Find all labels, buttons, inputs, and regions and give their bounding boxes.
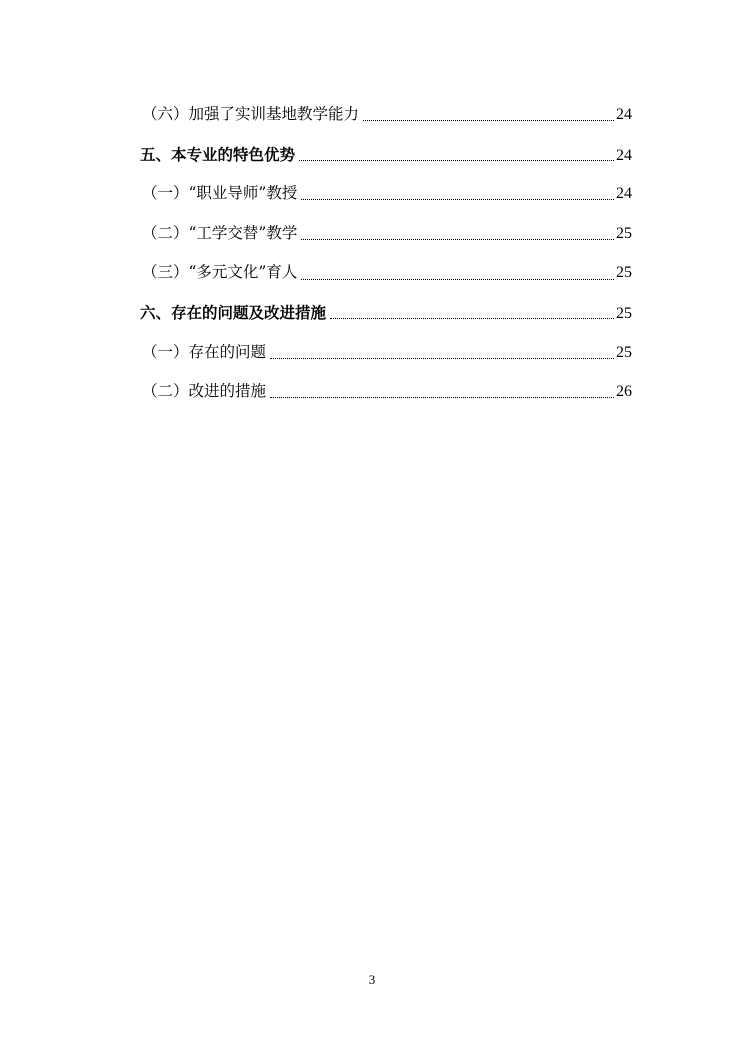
toc-entry-page: 24 — [616, 185, 632, 203]
toc-entry[interactable] — [140, 135, 632, 175]
toc-entry-page: 25 — [616, 264, 632, 282]
toc-dot-leader — [330, 318, 614, 319]
toc-dot-leader — [299, 160, 614, 161]
toc-dot-leader — [301, 239, 614, 240]
toc-entry[interactable] — [140, 174, 632, 214]
toc-entry-page: 25 — [616, 224, 632, 242]
toc-dot-leader — [301, 199, 614, 200]
toc-entry[interactable] — [140, 253, 632, 293]
toc-entry[interactable] — [140, 95, 632, 135]
page-number: 3 — [368, 972, 376, 987]
toc-entry-page: 24 — [616, 106, 632, 123]
toc-entry-page: 24 — [616, 146, 632, 164]
toc-dot-leader — [270, 358, 614, 359]
toc-entry-title: 六、存在的问题及改进措施 — [140, 302, 327, 322]
toc-entry[interactable] — [140, 372, 632, 412]
toc-entry-title: （二）“工学交替”教学 — [142, 223, 298, 242]
toc-entry-title: 五、本专业的特色优势 — [140, 144, 296, 164]
toc-entry-page: 26 — [616, 383, 632, 401]
toc-dot-leader — [363, 120, 614, 121]
toc-entry-title: （一）存在的问题 — [142, 342, 267, 361]
toc-entry-title: （三）“多元文化”育人 — [142, 263, 298, 282]
toc-dot-leader — [301, 279, 614, 280]
toc-entry-title: （一）“职业导师”教授 — [142, 184, 298, 203]
toc-entry-page: 25 — [616, 304, 632, 322]
toc-dot-leader — [270, 397, 614, 398]
toc-entry[interactable] — [140, 214, 632, 254]
toc-entry[interactable] — [140, 293, 632, 333]
toc-entry[interactable] — [140, 333, 632, 373]
table-of-contents — [140, 95, 632, 412]
toc-entry-title: （二）改进的措施 — [142, 382, 267, 401]
toc-entry-title: （六）加强了实训基地教学能力 — [142, 105, 360, 123]
toc-entry-page: 25 — [616, 343, 632, 361]
